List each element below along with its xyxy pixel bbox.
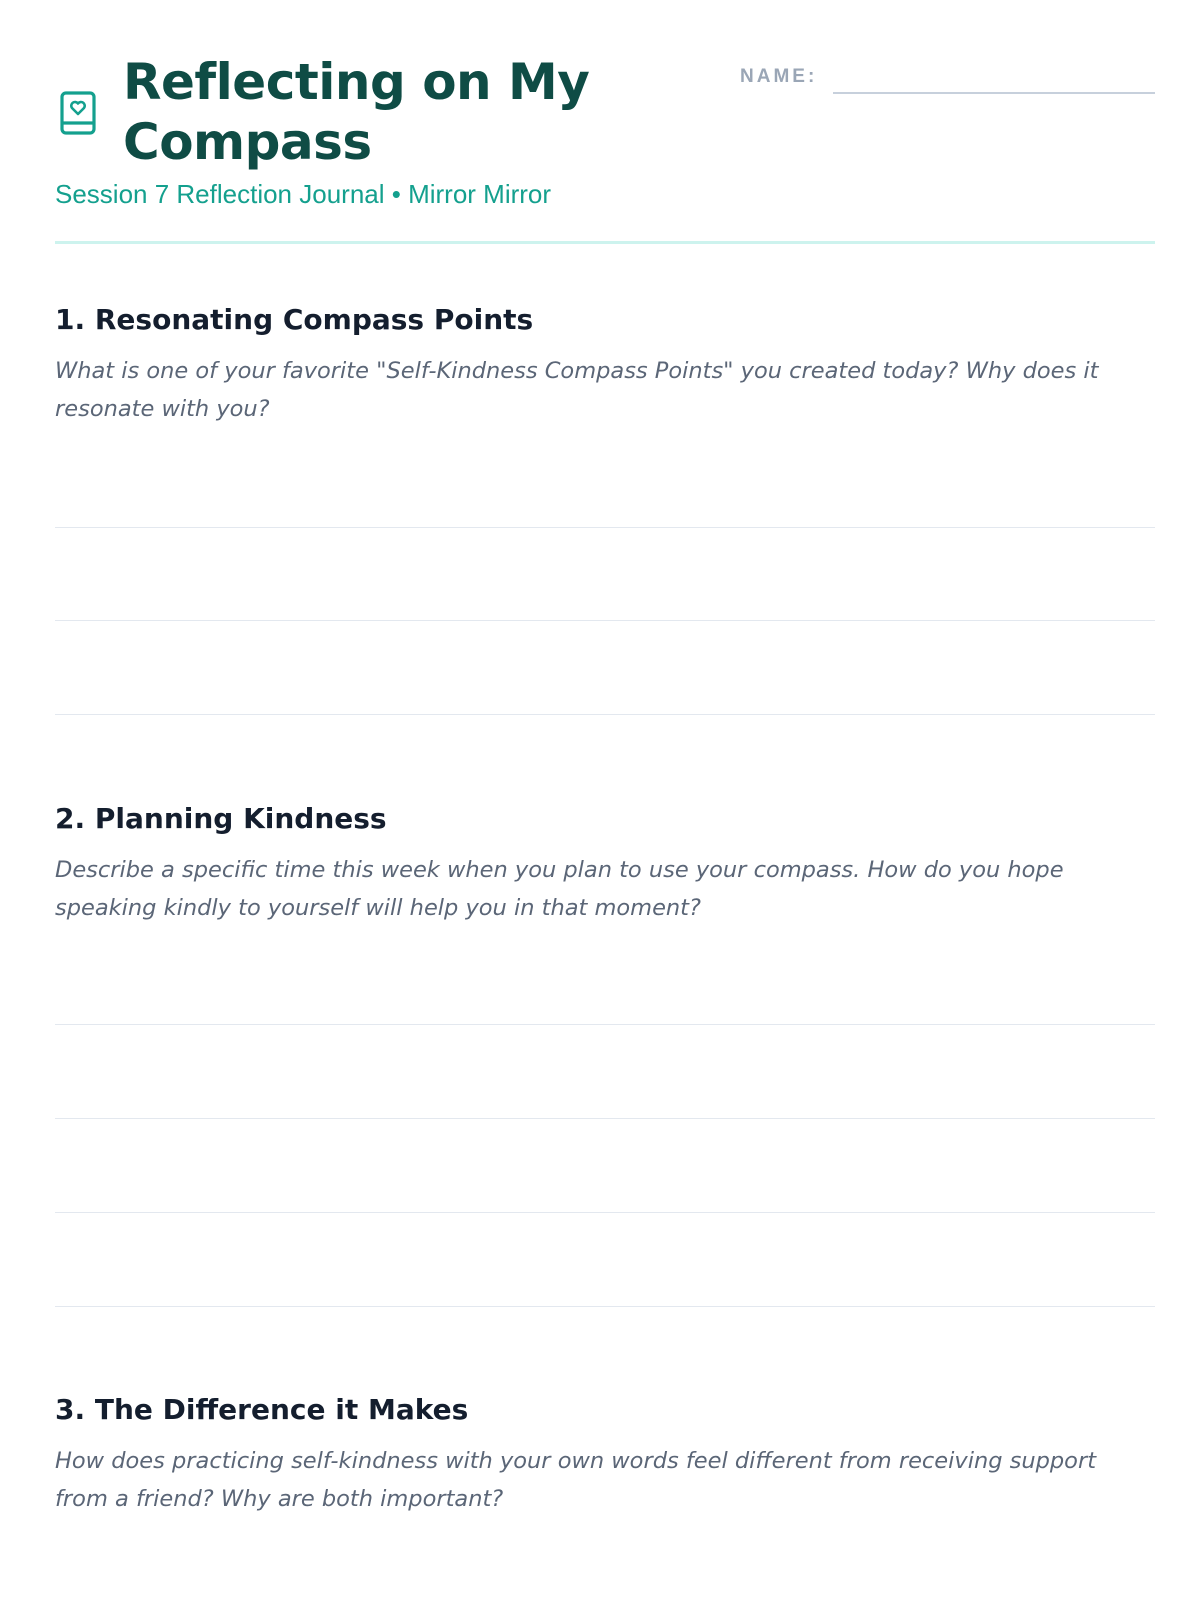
section-prompt: What is one of your favorite "Self-Kindness Compass Points" you created today? Why does it resonate with you? [55, 358, 1099, 422]
section-3 [55, 1392, 1155, 1518]
page-title: Reflecting on My Compass [123, 53, 590, 171]
section-1 [55, 302, 1155, 428]
name-label: NAME: [740, 66, 818, 87]
section-2 [55, 801, 1155, 927]
header-divider [55, 241, 1155, 244]
section-heading: 3. The Difference it Makes [55, 1393, 469, 1426]
answer-line[interactable] [55, 1024, 1155, 1025]
answer-line[interactable] [55, 714, 1155, 715]
section-prompt: Describe a specific time this week when you plan to use your compass. How do you hope speaking kindly to yourself will help you in that moment? [55, 857, 1064, 921]
name-input-line[interactable] [833, 92, 1155, 94]
name-field [740, 62, 1155, 96]
section-heading: 2. Planning Kindness [55, 802, 387, 835]
answer-line[interactable] [55, 527, 1155, 528]
page-header [55, 52, 1155, 242]
book-heart-icon [59, 90, 97, 136]
answer-line[interactable] [55, 1212, 1155, 1213]
journal-page [55, 0, 1155, 1600]
page-subtitle: Session 7 Reflection Journal • Mirror Mirror [55, 179, 552, 209]
section-prompt: How does practicing self-kindness with your own words feel different from receiving support from a friend? Why are both important? [55, 1448, 1097, 1512]
answer-line[interactable] [55, 1118, 1155, 1119]
answer-line[interactable] [55, 1306, 1155, 1307]
section-heading: 1. Resonating Compass Points [55, 303, 534, 336]
answer-line[interactable] [55, 620, 1155, 621]
